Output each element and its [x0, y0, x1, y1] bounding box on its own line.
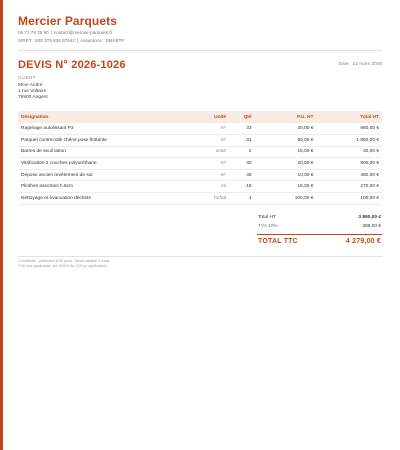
- cell-unit-price: 10,00 €: [255, 169, 317, 181]
- cell-unit: unité: [185, 146, 229, 158]
- company-phone: 05 71 79 38 90: [18, 30, 49, 35]
- footer-tva-note: TVA non applicable, art. 293 B du CGI (si applicable).: [18, 264, 108, 269]
- company-email: contact@mercier-parquets.fr: [53, 30, 113, 35]
- col-designation: Désignation: [18, 111, 185, 123]
- footer-divider: [18, 256, 382, 257]
- client-city: 79900 Angers: [18, 95, 48, 100]
- table-row: [18, 158, 382, 170]
- cell-unit: m²: [185, 158, 229, 170]
- col-qty: Qté: [229, 111, 254, 123]
- tva-value: 389,00 €: [362, 223, 381, 229]
- cell-unit-price: 15,00 €: [255, 181, 317, 193]
- company-legal-line: [18, 38, 382, 44]
- cell-unit: ml: [185, 181, 229, 193]
- table-row: [18, 169, 382, 181]
- client-name: Mme André: [18, 83, 43, 88]
- cell-total: 30,00 €: [316, 146, 382, 158]
- col-unit-price: P.U. HT: [255, 111, 317, 123]
- total-ht-label: Total HT: [258, 214, 276, 220]
- cell-unit: m²: [185, 169, 229, 181]
- total-ht-row: [257, 213, 382, 222]
- company-siret: SIRET : 530 376 836 57642: [18, 38, 75, 43]
- cell-qty: 18: [229, 181, 254, 193]
- total-ttc-value: 4 279,00 €: [345, 238, 381, 246]
- cell-designation: Barres de seuil laiton: [18, 146, 185, 158]
- devis-title: DEVIS N° 2026-1026: [18, 59, 126, 71]
- separator: |: [50, 30, 52, 35]
- cell-designation: Parquet contrecollé chêne pose flottante: [18, 135, 185, 147]
- cell-designation: Plinthes assorties h.8cm: [18, 181, 185, 193]
- cell-designation: Nettoyage et évacuation déchets: [18, 193, 185, 205]
- client-address: 1 rue Voltaire: [18, 89, 47, 94]
- company-assurance: Assurance : SMABTP: [80, 38, 125, 43]
- table-header-row: [18, 111, 382, 123]
- table-row: [18, 146, 382, 158]
- cell-unit-price: 15,00 €: [255, 146, 317, 158]
- company-contact-line: [18, 30, 382, 36]
- devis-date: Date : 22 mars 2026: [338, 62, 382, 67]
- cell-qty: 31: [229, 135, 254, 147]
- table-row: [18, 135, 382, 147]
- cell-total: 1 860,00 €: [316, 135, 382, 147]
- tva-label: TVA 10%: [258, 223, 278, 229]
- cell-total: 270,00 €: [316, 181, 382, 193]
- cell-total: 660,00 €: [316, 123, 382, 135]
- company-header: [18, 14, 382, 44]
- footer: [18, 259, 382, 270]
- cell-qty: 33: [229, 123, 254, 135]
- col-unit: Unité: [185, 111, 229, 123]
- tva-row: [257, 222, 382, 231]
- table-row: [18, 181, 382, 193]
- cell-designation: Ragréage autolissant P3: [18, 123, 185, 135]
- cell-qty: 40: [229, 158, 254, 170]
- company-name: Mercier Parquets: [18, 14, 117, 28]
- cell-unit-price: 100,00 €: [255, 193, 317, 205]
- client-label: CLIENT: [18, 75, 36, 80]
- header-divider: [18, 50, 382, 51]
- col-total: Total HT: [316, 111, 382, 123]
- cell-unit-price: 60,00 €: [255, 135, 317, 147]
- cell-unit: forfait: [185, 193, 229, 205]
- total-ht-value: 3 890,00 €: [358, 214, 381, 220]
- cell-qty: 2: [229, 146, 254, 158]
- total-ttc-row: [257, 234, 382, 249]
- cell-total: 480,00 €: [316, 169, 382, 181]
- cell-total: 100,00 €: [316, 193, 382, 205]
- table-row: [18, 193, 382, 205]
- footer-conditions: Conditions : paiement à 30 jours. Devis valable 3 mois.: [18, 258, 111, 263]
- table-row: [18, 123, 382, 135]
- cell-unit-price: 20,00 €: [255, 123, 317, 135]
- totals-block: [257, 213, 382, 249]
- cell-qty: 1: [229, 193, 254, 205]
- cell-qty: 48: [229, 169, 254, 181]
- cell-unit: m²: [185, 123, 229, 135]
- total-ttc-label: TOTAL TTC: [258, 238, 298, 246]
- items-table: [18, 111, 382, 205]
- separator: |: [76, 38, 79, 43]
- cell-total: 800,00 €: [316, 158, 382, 170]
- client-block: [18, 75, 382, 101]
- cell-unit: m²: [185, 135, 229, 147]
- cell-unit-price: 20,00 €: [255, 158, 317, 170]
- cell-designation: Dépose ancien revêtement de sol: [18, 169, 185, 181]
- devis-title-row: [18, 59, 382, 71]
- cell-designation: Vitrification 2 couches polyuréthane: [18, 158, 185, 170]
